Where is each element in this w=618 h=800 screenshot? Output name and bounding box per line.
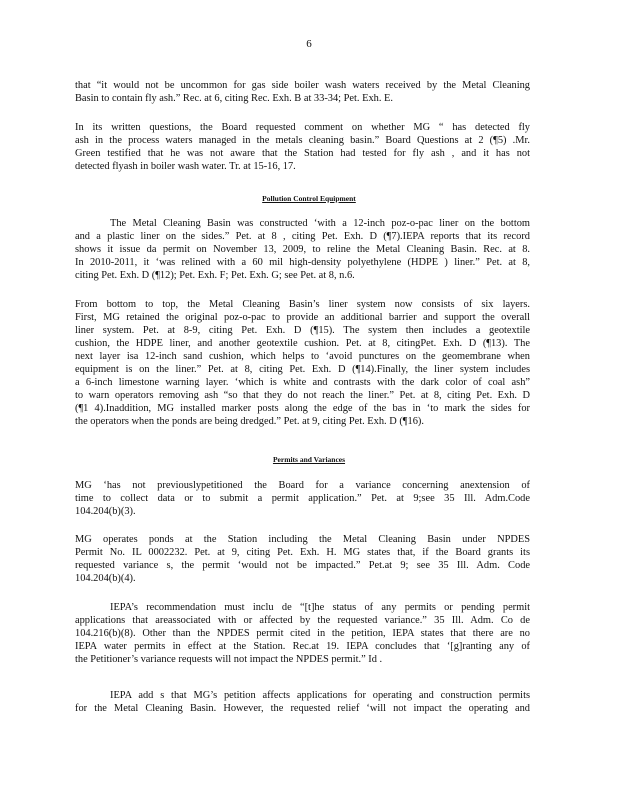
section-heading-pollution: Pollution Control Equipment (262, 194, 356, 203)
text-line: From bottom to top, the Metal Cleaning Basin’s liner system now consists of six layers. (75, 299, 530, 310)
text-line: for the Metal Cleaning Basin. However, the requested relief ‘will not impact the operating and (75, 703, 530, 714)
text-line: next layer isa 12-inch sand cushion, which helps to ‘avoid punctures on the geomembrane when (75, 351, 530, 362)
text-line: Permit No. IL 0002232. Pet. at 9, citing Pet. Exh. H. MG states that, if the Board grants its (75, 547, 530, 558)
text-line: a 6-inch limestone warning layer. ‘which is white and contrasts with the dark color of coal ash” (75, 377, 530, 388)
text-line: ash in the process waters managed in the metals cleaning basin.” Board Questions at 2 (¶5) .Mr. (75, 135, 530, 146)
text-line: citing Pet. Exh. D (¶12); Pet. Exh. F; Pet. Exh. G; see Pet. at 8, n.6. (75, 270, 355, 281)
text-line: MG ‘has not previouslypetitioned the Board for a variance concerning anextension of (75, 480, 530, 491)
text-line: MG operates ponds at the Station including the Metal Cleaning Basin under NPDES (75, 534, 530, 545)
section-heading-permits: Permits and Variances (272, 455, 346, 464)
text-line: First, MG retained the original poz-o-pac to provide an additional barrier and support the overall (75, 312, 530, 323)
text-line: requested variance s, the permit ‘would not be impacted.” Pet.at 9; see 35 Ill. Adm. Code (75, 560, 530, 571)
text-line: the operators when the ponds are being dredged.” Pet. at 9, citing Pet. Exh. D (¶16). (75, 416, 424, 427)
text-line: Green testified that he was not aware that the Station had tested for fly ash , and it has not (75, 148, 530, 159)
text-line: to warn operators removing ash “so that they do not reach the liner.” Pet. at 8, citing Pet. Exh. D (75, 390, 530, 401)
text-line: In its written questions, the Board requested comment on whether MG “ has detected fly (75, 122, 530, 133)
text-line: IEPA water permits in effect at the Station. Rec.at 19. IEPA concludes that ‘[g]ranting any of (75, 641, 530, 652)
text-line: 104.216(b)(8). Other than the NPDES permit cited in the petition, IEPA states that there are no (75, 628, 530, 639)
page-number: 6 (306, 38, 312, 50)
text-line: shows it issue da permit on November 13, 2009, to reline the Metal Cleaning Basin. Rec. at 8. (75, 244, 530, 255)
text-line: the Petitioner’s variance requests will not impact the NPDES permit.” Id . (75, 654, 383, 665)
text-line: 104.204(b)(4). (75, 573, 136, 584)
text-line: IEPA add s that MG’s petition affects applications for operating and construction permits (110, 690, 530, 701)
text-line: applications that areassociated with or affected by the requested variance.” 35 Ill. Adm. Co de (75, 615, 530, 626)
text-line: In 2010-2011, it ‘was relined with a 60 mil high-density polyethylene (HDPE ) liner.” Pet. at 8, (75, 257, 530, 268)
text-line: equipment is on the liner.” Pet. at 8, citing Pet. Exh. D (¶14).Finally, the liner system includes (75, 364, 530, 375)
text-line: detected flyash in boiler wash water. Tr. at 15-16, 17. (75, 161, 296, 172)
text-line: cushion, the HDPE liner, and another geotextile cushion. Pet. at 8, citingPet. Exh. D (¶13). The (75, 338, 530, 349)
text-line: that “it would not be uncommon for gas side boiler wash waters received by the Metal Cleaning (75, 80, 530, 91)
text-line: time to collect data or to submit a permit application.” Pet. at 9;see 35 Ill. Adm.Code (75, 493, 530, 504)
text-line: liner system. Pet. at 8-9, citing Pet. Exh. D (¶15). The system then includes a geotextile (75, 325, 530, 336)
text-line: and a plastic liner on the sides.” Pet. at 8 , citing Pet. Exh. D (¶7).IEPA reports that its record (75, 231, 530, 242)
text-line: Basin to contain fly ash.” Rec. at 6, citing Rec. Exh. B at 33-34; Pet. Exh. E. (75, 93, 394, 104)
text-line: IEPA’s recommendation must inclu de “[t]he status of any permits or pending permit (110, 602, 530, 613)
text-line: The Metal Cleaning Basin was constructed ‘with a 12-inch poz-o-pac liner on the bottom (110, 218, 530, 229)
text-line: 104.204(b)(3). (75, 506, 136, 517)
text-line: (¶1 4).Inaddition, MG installed marker posts along the edge of the bas in ‘to mark the sides for (75, 403, 530, 414)
